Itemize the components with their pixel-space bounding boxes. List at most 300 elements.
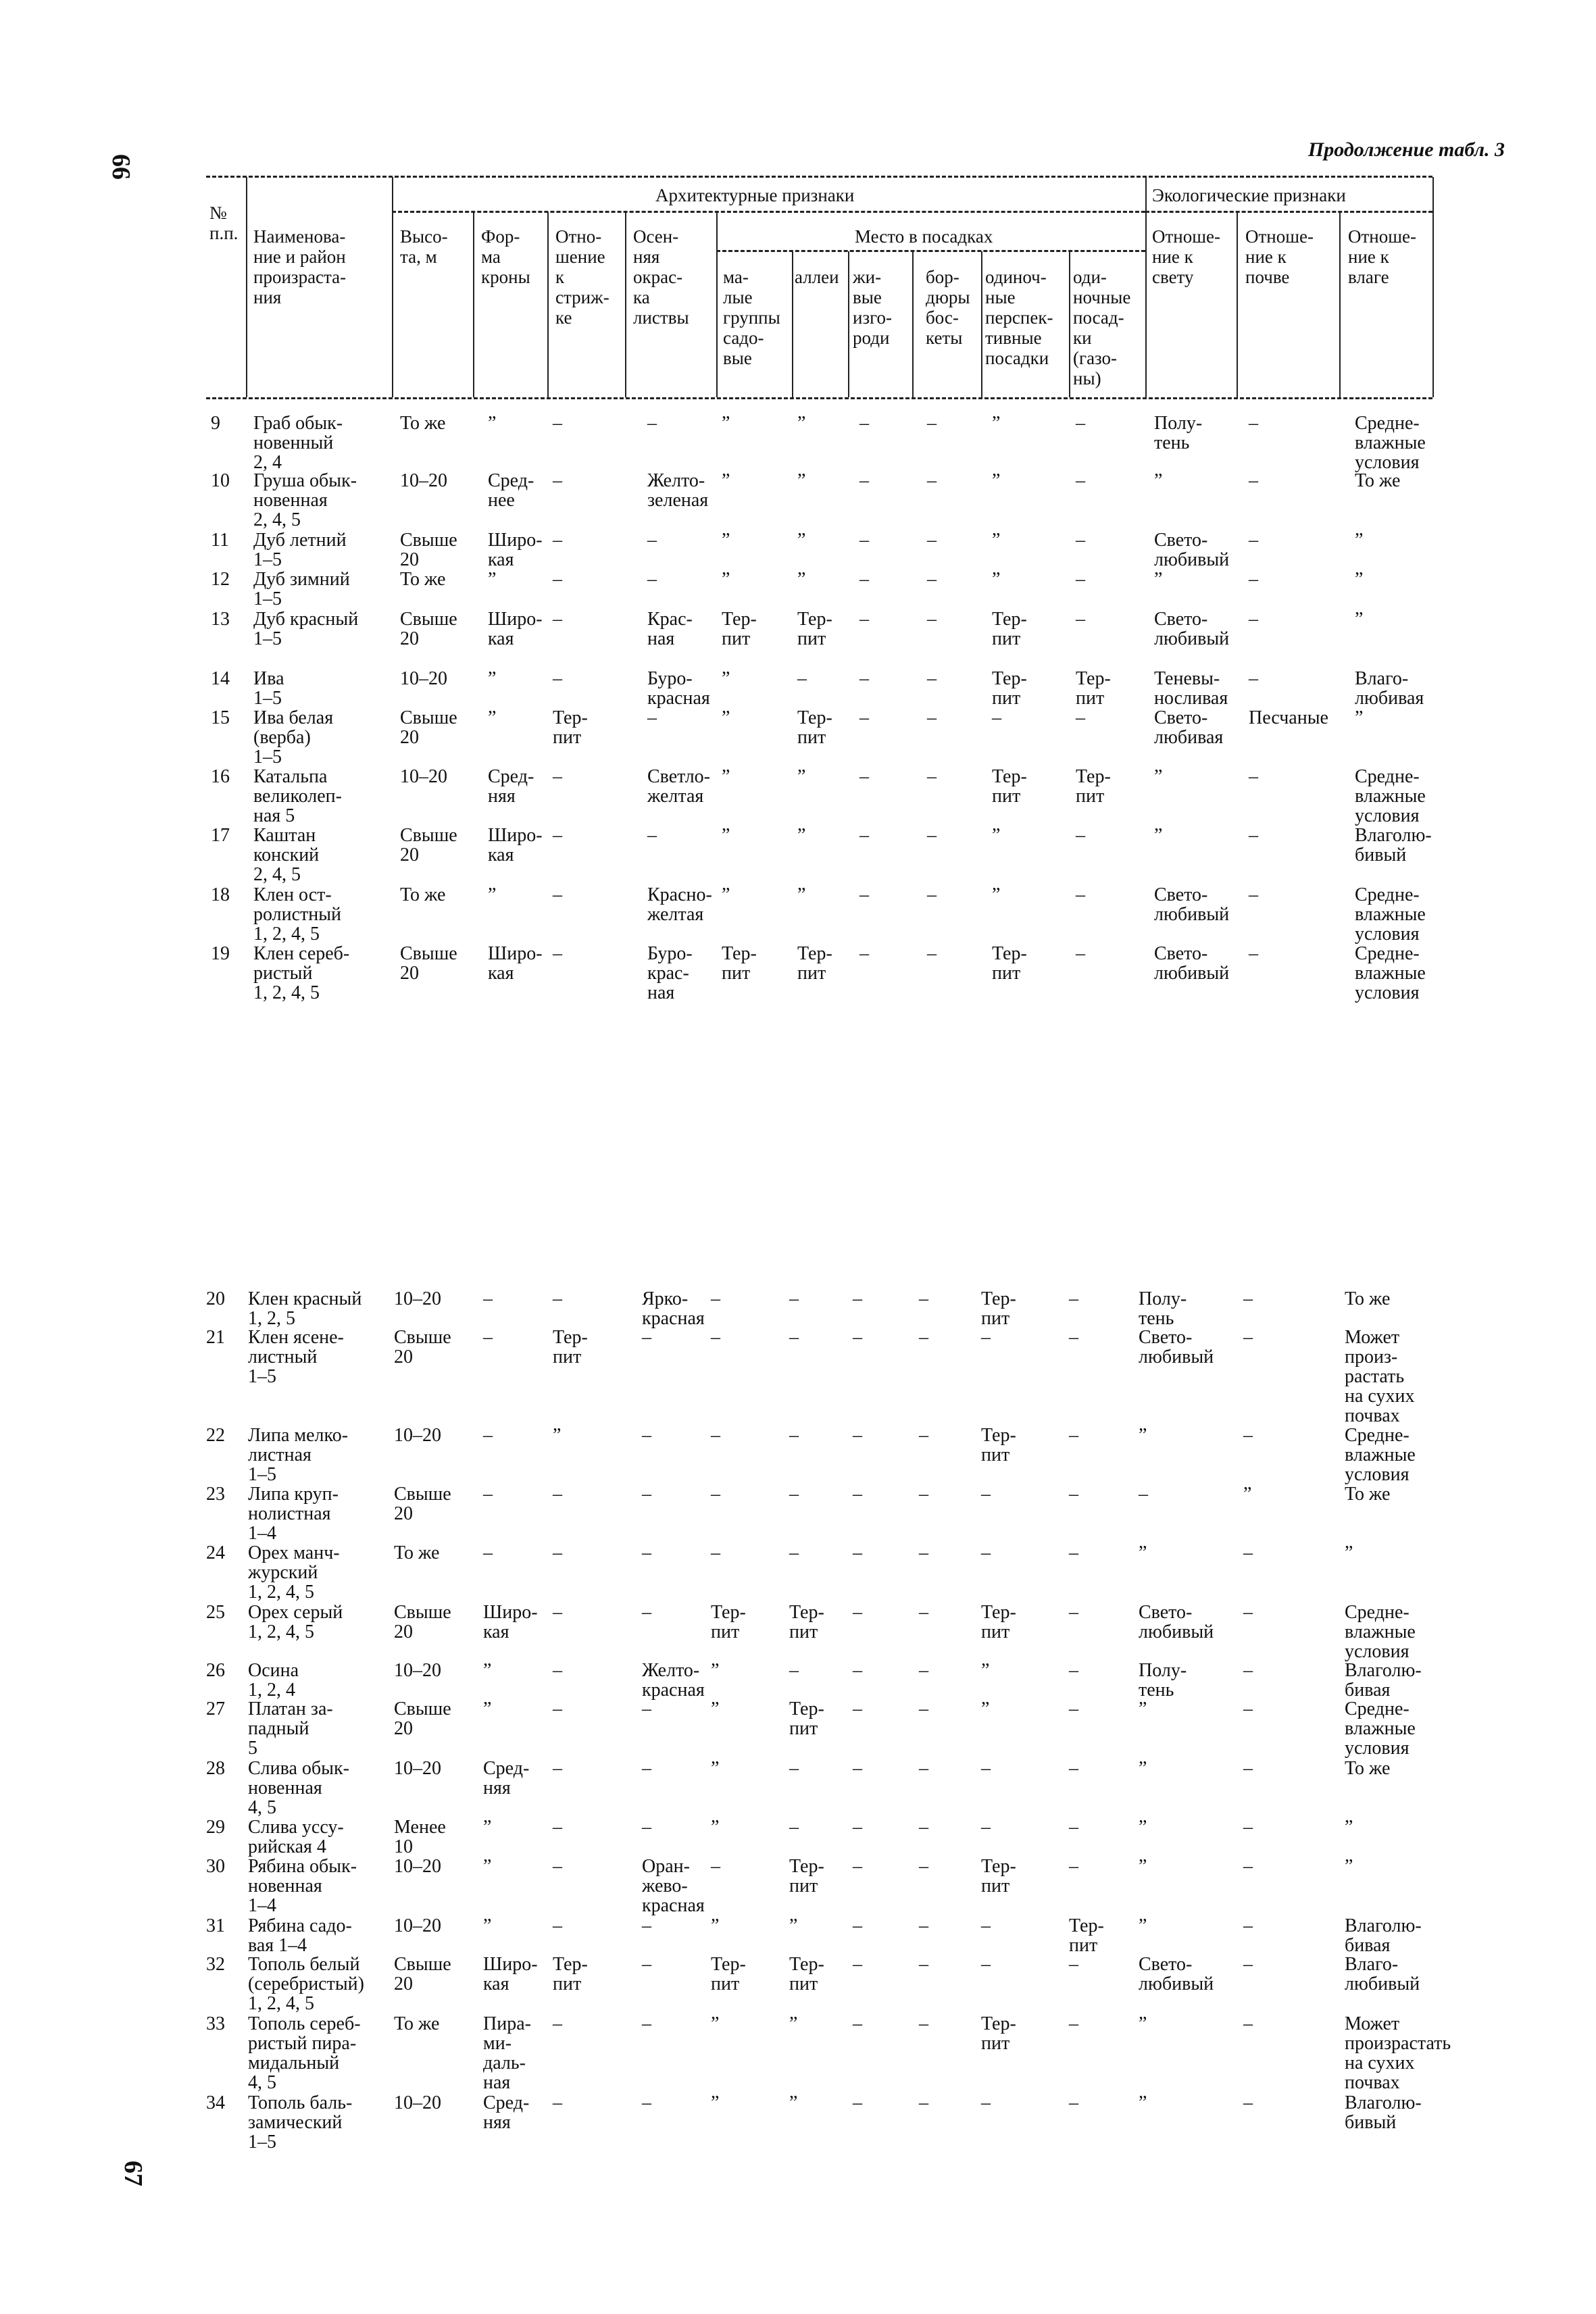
cell-aut: –: [642, 2092, 651, 2113]
cell-moist: ”: [1355, 530, 1364, 551]
cell-p6: Тер- пит: [1076, 766, 1111, 807]
cell-n: 26: [206, 1660, 225, 1681]
cell-soil: –: [1243, 1954, 1253, 1975]
cell-n: 18: [211, 884, 230, 905]
cell-moist: То же: [1345, 1758, 1391, 1779]
cell-h: Свыше 20: [400, 943, 457, 984]
cell-h: Менее 10: [394, 1817, 446, 1857]
cell-p5: ”: [992, 413, 1001, 434]
cell-p6: –: [1069, 1425, 1078, 1446]
cell-light: ”: [1154, 766, 1163, 787]
cell-soil: –: [1249, 884, 1258, 905]
cell-light: Полу- тень: [1139, 1288, 1187, 1329]
cell-n: 31: [206, 1915, 225, 1936]
header-crown: Фор- ма кроны: [481, 226, 530, 287]
cell-p5: ”: [992, 530, 1001, 551]
cell-light: Свето- любивый: [1154, 609, 1230, 649]
cell-p6: –: [1076, 884, 1085, 905]
cell-soil: –: [1243, 1288, 1253, 1309]
table-row: [0, 668, 1596, 709]
cell-n: 34: [206, 2092, 225, 2113]
vline: [981, 251, 982, 397]
cell-p3: –: [853, 1915, 862, 1936]
cell-p5: Тер- пит: [992, 609, 1027, 649]
cell-p2: –: [789, 1817, 799, 1838]
cell-h: 10–20: [394, 1288, 441, 1309]
cell-p6: –: [1069, 1542, 1078, 1563]
cell-soil: –: [1249, 825, 1258, 846]
cell-crown: ”: [488, 569, 497, 590]
cell-p4: –: [919, 1288, 928, 1309]
cell-light: Теневы- носливая: [1154, 668, 1228, 709]
cell-p2: ”: [789, 2013, 798, 2034]
vline: [716, 212, 718, 397]
cell-p1: –: [711, 1542, 720, 1563]
cell-crown: ”: [483, 1915, 492, 1936]
cell-p4: –: [919, 1758, 928, 1779]
cell-n: 27: [206, 1699, 225, 1719]
cell-p4: –: [919, 1660, 928, 1681]
cell-p2: –: [789, 1484, 799, 1505]
header-light: Отноше- ние к свету: [1152, 226, 1221, 287]
cell-p4: –: [927, 943, 937, 964]
cell-p3: –: [853, 1542, 862, 1563]
cell-h: 10–20: [394, 1425, 441, 1446]
table-row: [0, 413, 1596, 473]
cell-p4: –: [919, 2013, 928, 2034]
cell-aut: –: [647, 707, 657, 728]
cell-p3: –: [853, 1954, 862, 1975]
vline: [1145, 177, 1147, 397]
cell-crown: ”: [483, 1699, 492, 1719]
cell-name: Тополь сереб- ристый пира- мидальный 4, 5: [248, 2013, 361, 2093]
cell-aut: Ярко- красная: [642, 1288, 705, 1329]
rule-arch: [392, 211, 1145, 213]
cell-name: Осина 1, 2, 4: [248, 1660, 299, 1701]
cell-trim: Тер- пит: [553, 1327, 588, 1367]
cell-light: –: [1139, 1484, 1148, 1505]
cell-aut: Оран- жево- красная: [642, 1856, 705, 1916]
cell-crown: Широ- кая: [483, 1954, 538, 1994]
cell-aut: Светло- желтая: [647, 766, 710, 807]
cell-p3: –: [859, 413, 869, 434]
cell-p4: –: [927, 707, 937, 728]
cell-soil: –: [1249, 470, 1258, 491]
cell-crown: ”: [488, 413, 497, 434]
vline: [792, 251, 793, 397]
cell-soil: –: [1249, 530, 1258, 551]
cell-p5: –: [981, 1542, 991, 1563]
cell-crown: Сред- нее: [488, 470, 534, 511]
cell-trim: –: [553, 1915, 562, 1936]
cell-aut: –: [642, 1699, 651, 1719]
cell-n: 32: [206, 1954, 225, 1975]
table-row: [0, 766, 1596, 826]
cell-name: Клен ясене- листный 1–5: [248, 1327, 344, 1387]
cell-trim: –: [553, 530, 562, 551]
cell-p4: –: [919, 1817, 928, 1838]
cell-p1: Тер- пит: [711, 1954, 746, 1994]
cell-name: Слива обык- новенная 4, 5: [248, 1758, 349, 1818]
cell-p6: Тер- пит: [1076, 668, 1111, 709]
cell-n: 23: [206, 1484, 225, 1505]
cell-light: Свето- любивый: [1154, 884, 1230, 925]
cell-n: 17: [211, 825, 230, 846]
cell-p1: ”: [722, 766, 730, 787]
cell-p4: –: [927, 668, 937, 689]
cell-n: 19: [211, 943, 230, 964]
cell-trim: Тер- пит: [553, 707, 588, 748]
cell-p6: –: [1069, 1327, 1078, 1348]
cell-p4: –: [919, 1542, 928, 1563]
cell-soil: –: [1249, 766, 1258, 787]
cell-p6: –: [1069, 1758, 1078, 1779]
cell-aut: –: [642, 1327, 651, 1348]
cell-moist: Средне- влажные условия: [1355, 766, 1426, 826]
cell-name: Тополь баль- замический 1–5: [248, 2092, 353, 2153]
cell-trim: –: [553, 1856, 562, 1877]
cell-h: Свыше 20: [400, 825, 457, 865]
cell-moist: ”: [1355, 569, 1364, 590]
cell-h: То же: [394, 2013, 440, 2034]
cell-crown: ”: [488, 668, 497, 689]
cell-p5: –: [981, 1484, 991, 1505]
cell-trim: –: [553, 1758, 562, 1779]
vline: [912, 251, 914, 397]
table-row: [0, 884, 1596, 945]
cell-name: Дуб красный 1–5: [253, 609, 359, 649]
cell-n: 22: [206, 1425, 225, 1446]
cell-moist: Влаго- любивый: [1345, 1954, 1420, 1994]
cell-trim: –: [553, 569, 562, 590]
cell-trim: Тер- пит: [553, 1954, 588, 1994]
cell-crown: ”: [483, 1660, 492, 1681]
cell-h: 10–20: [400, 766, 447, 787]
vline: [473, 212, 474, 397]
cell-p2: Тер- пит: [789, 1954, 824, 1994]
cell-moist: Средне- влажные условия: [1345, 1699, 1416, 1759]
cell-soil: –: [1243, 1542, 1253, 1563]
cell-p2: –: [789, 1425, 799, 1446]
cell-aut: Крас- ная: [647, 609, 693, 649]
cell-h: 10–20: [394, 1660, 441, 1681]
cell-trim: –: [553, 1602, 562, 1623]
cell-p2: ”: [797, 569, 806, 590]
cell-p1: ”: [722, 825, 730, 846]
cell-name: Тополь белый (серебристый) 1, 2, 4, 5: [248, 1954, 364, 2014]
table-row: [0, 1542, 1596, 1603]
cell-light: ”: [1139, 1699, 1147, 1719]
cell-crown: Широ- кая: [488, 943, 543, 984]
header-trim: Отно- шение к стриж- ке: [555, 226, 609, 328]
cell-trim: –: [553, 943, 562, 964]
cell-soil: –: [1243, 1915, 1253, 1936]
cell-name: Платан за- падный 5: [248, 1699, 333, 1759]
vline: [547, 212, 549, 397]
cell-p1: ”: [711, 2092, 720, 2113]
cell-moist: ”: [1345, 1856, 1353, 1877]
cell-h: 10–20: [394, 1915, 441, 1936]
cell-h: 10–20: [400, 470, 447, 491]
cell-crown: –: [483, 1327, 493, 1348]
cell-p6: –: [1076, 413, 1085, 434]
cell-n: 33: [206, 2013, 225, 2034]
cell-p4: –: [927, 530, 937, 551]
cell-name: Катальпа великолеп- ная 5: [253, 766, 342, 826]
cell-p2: –: [789, 1758, 799, 1779]
cell-name: Рябина садо- вая 1–4: [248, 1915, 352, 1956]
cell-trim: –: [553, 2013, 562, 2034]
cell-p3: –: [853, 2013, 862, 2034]
cell-p3: –: [853, 1288, 862, 1309]
cell-n: 15: [211, 707, 230, 728]
rule-header-bottom: [206, 397, 1432, 399]
cell-soil: –: [1249, 943, 1258, 964]
vline: [392, 177, 393, 397]
cell-crown: ”: [488, 884, 497, 905]
cell-moist: Влаголю- бивая: [1345, 1915, 1422, 1956]
rule-place: [716, 250, 1145, 252]
cell-h: 10–20: [394, 2092, 441, 2113]
cell-p5: Тер- пит: [981, 1288, 1016, 1329]
header-moisture: Отноше- ние к влаге: [1348, 226, 1417, 287]
cell-aut: –: [647, 569, 657, 590]
cell-p4: –: [927, 766, 937, 787]
cell-crown: Широ- кая: [488, 609, 543, 649]
cell-p2: Тер- пит: [789, 1699, 824, 1739]
cell-light: ”: [1139, 2013, 1147, 2034]
cell-light: ”: [1139, 1542, 1147, 1563]
cell-name: Ива 1–5: [253, 668, 284, 709]
cell-trim: –: [553, 1542, 562, 1563]
header-single-perspective: одиноч- ные перспек- тивные посадки: [985, 267, 1053, 368]
cell-p5: ”: [992, 825, 1001, 846]
cell-name: Орех серый 1, 2, 4, 5: [248, 1602, 343, 1642]
cell-p4: –: [919, 2092, 928, 2113]
cell-moist: Средне- влажные условия: [1355, 413, 1426, 473]
cell-p2: –: [789, 1327, 799, 1348]
cell-p6: –: [1069, 1817, 1078, 1838]
cell-name: Ива белая (верба) 1–5: [253, 707, 334, 768]
cell-h: 10–20: [394, 1856, 441, 1877]
cell-moist: То же: [1355, 470, 1401, 491]
cell-p6: –: [1069, 1484, 1078, 1505]
cell-p1: –: [711, 1856, 720, 1877]
cell-h: Свыше 20: [400, 609, 457, 649]
cell-moist: Влаголю- бивый: [1345, 2092, 1422, 2133]
cell-p1: ”: [722, 530, 730, 551]
cell-p2: –: [797, 668, 807, 689]
cell-n: 16: [211, 766, 230, 787]
cell-p2: –: [789, 1542, 799, 1563]
cell-p3: –: [859, 707, 869, 728]
cell-p4: –: [919, 1602, 928, 1623]
cell-trim: ”: [553, 1425, 562, 1446]
cell-p4: –: [927, 413, 937, 434]
vline: [246, 177, 247, 397]
table-row: [0, 943, 1596, 1003]
cell-p6: –: [1076, 825, 1085, 846]
cell-n: 12: [211, 569, 230, 590]
cell-soil: –: [1243, 1660, 1253, 1681]
cell-light: Полу- тень: [1154, 413, 1203, 453]
cell-p1: ”: [711, 1915, 720, 1936]
cell-h: 10–20: [394, 1758, 441, 1779]
cell-soil: –: [1243, 1327, 1253, 1348]
cell-h: Свыше 20: [400, 530, 457, 570]
cell-trim: –: [553, 884, 562, 905]
cell-p6: –: [1069, 1856, 1078, 1877]
cell-crown: –: [483, 1542, 493, 1563]
cell-moist: Средне- влажные условия: [1355, 884, 1426, 945]
cell-name: Граб обык- новенный 2, 4: [253, 413, 343, 473]
cell-p3: –: [859, 530, 869, 551]
vline: [1432, 177, 1434, 397]
cell-p4: –: [919, 1484, 928, 1505]
table-row: [0, 707, 1596, 768]
vline: [848, 251, 849, 397]
cell-h: 10–20: [400, 668, 447, 689]
cell-trim: –: [553, 609, 562, 630]
cell-moist: Средне- влажные условия: [1345, 1425, 1416, 1485]
cell-p1: ”: [711, 1758, 720, 1779]
cell-n: 11: [211, 530, 229, 551]
cell-moist: Средне- влажные условия: [1355, 943, 1426, 1003]
cell-p5: Тер- пит: [981, 1425, 1016, 1465]
cell-p5: Тер- пит: [992, 943, 1027, 984]
cell-p1: ”: [722, 668, 730, 689]
cell-n: 14: [211, 668, 230, 689]
cell-crown: Пира- ми- даль- ная: [483, 2013, 531, 2093]
cell-p5: –: [981, 1915, 991, 1936]
cell-p2: ”: [789, 1915, 798, 1936]
cell-n: 21: [206, 1327, 225, 1348]
cell-p5: ”: [992, 569, 1001, 590]
cell-light: Свето- любивый: [1154, 943, 1230, 984]
cell-p3: –: [853, 1327, 862, 1348]
cell-p3: –: [853, 1484, 862, 1505]
cell-n: 30: [206, 1856, 225, 1877]
cell-light: Свето- любивый: [1154, 530, 1230, 570]
header-autumn: Осен- няя окрас- ка листвы: [633, 226, 689, 328]
cell-crown: –: [483, 1484, 493, 1505]
cell-p1: ”: [711, 1660, 720, 1681]
cell-light: Свето- любивый: [1139, 1954, 1214, 1994]
cell-p2: –: [789, 1660, 799, 1681]
cell-p3: –: [859, 470, 869, 491]
table-row: [0, 1817, 1596, 1857]
cell-soil: –: [1249, 413, 1258, 434]
cell-aut: Желто- красная: [642, 1660, 705, 1701]
rule-eco: [1145, 211, 1432, 213]
cell-p1: ”: [711, 2013, 720, 2034]
vline: [1069, 251, 1070, 397]
cell-p3: –: [859, 884, 869, 905]
header-place: Место в посадках: [855, 226, 993, 247]
cell-soil: –: [1243, 1758, 1253, 1779]
cell-aut: –: [642, 1817, 651, 1838]
page-number-bottom: 67: [119, 2161, 147, 2186]
cell-light: ”: [1154, 470, 1163, 491]
cell-soil: –: [1243, 2092, 1253, 2113]
cell-p4: –: [927, 609, 937, 630]
cell-h: То же: [400, 413, 446, 434]
cell-p4: –: [927, 470, 937, 491]
cell-p3: –: [853, 2092, 862, 2113]
cell-aut: –: [642, 1484, 651, 1505]
cell-p3: –: [859, 609, 869, 630]
cell-moist: ”: [1355, 707, 1364, 728]
cell-p6: –: [1076, 943, 1085, 964]
cell-trim: –: [553, 1660, 562, 1681]
cell-p2: ”: [797, 413, 806, 434]
cell-moist: Может произ- растать на сухих почвах: [1345, 1327, 1415, 1426]
cell-p3: –: [859, 825, 869, 846]
cell-p1: ”: [722, 413, 730, 434]
cell-name: Груша обык- новенная 2, 4, 5: [253, 470, 357, 530]
cell-n: 25: [206, 1602, 225, 1623]
cell-n: 13: [211, 609, 230, 630]
cell-light: ”: [1139, 1915, 1147, 1936]
cell-moist: То же: [1345, 1288, 1391, 1309]
cell-trim: –: [553, 1699, 562, 1719]
cell-p1: ”: [722, 707, 730, 728]
header-soil: Отноше- ние к почве: [1245, 226, 1314, 287]
cell-name: Рябина обык- новенная 1–4: [248, 1856, 357, 1916]
cell-soil: –: [1243, 2013, 1253, 2034]
cell-light: ”: [1139, 1758, 1147, 1779]
cell-aut: Желто- зеленая: [647, 470, 709, 511]
cell-p3: –: [859, 569, 869, 590]
cell-soil: Песчаные: [1249, 707, 1328, 728]
cell-trim: –: [553, 825, 562, 846]
cell-trim: –: [553, 668, 562, 689]
cell-soil: –: [1243, 1699, 1253, 1719]
cell-aut: –: [647, 825, 657, 846]
cell-n: 28: [206, 1758, 225, 1779]
cell-p2: –: [789, 1288, 799, 1309]
cell-p4: –: [919, 1699, 928, 1719]
cell-p3: –: [853, 1758, 862, 1779]
cell-name: Липа круп- нолистная 1–4: [248, 1484, 339, 1544]
cell-crown: ”: [483, 1817, 492, 1838]
table-row: [0, 2013, 1596, 2093]
cell-soil: –: [1249, 609, 1258, 630]
cell-p1: –: [711, 1288, 720, 1309]
cell-p4: –: [927, 825, 937, 846]
cell-p1: –: [711, 1327, 720, 1348]
cell-aut: Буро- крас- ная: [647, 943, 693, 1003]
cell-p6: –: [1076, 470, 1085, 491]
cell-p1: Тер- пит: [722, 609, 757, 649]
cell-p2: Тер- пит: [789, 1602, 824, 1642]
cell-p5: Тер- пит: [992, 766, 1027, 807]
cell-p3: –: [859, 943, 869, 964]
cell-p5: –: [981, 1327, 991, 1348]
cell-p4: –: [919, 1425, 928, 1446]
cell-soil: –: [1243, 1602, 1253, 1623]
cell-crown: Широ- кая: [483, 1602, 538, 1642]
cell-p3: –: [859, 668, 869, 689]
cell-light: ”: [1154, 569, 1163, 590]
cell-p5: ”: [992, 470, 1001, 491]
cell-p2: Тер- пит: [797, 943, 832, 984]
cell-p6: –: [1069, 1660, 1078, 1681]
cell-light: Свето- любивый: [1139, 1327, 1214, 1367]
cell-h: Свыше 20: [394, 1327, 451, 1367]
cell-p5: ”: [981, 1660, 990, 1681]
continuation-title: Продолжение табл. 3: [1307, 139, 1505, 161]
